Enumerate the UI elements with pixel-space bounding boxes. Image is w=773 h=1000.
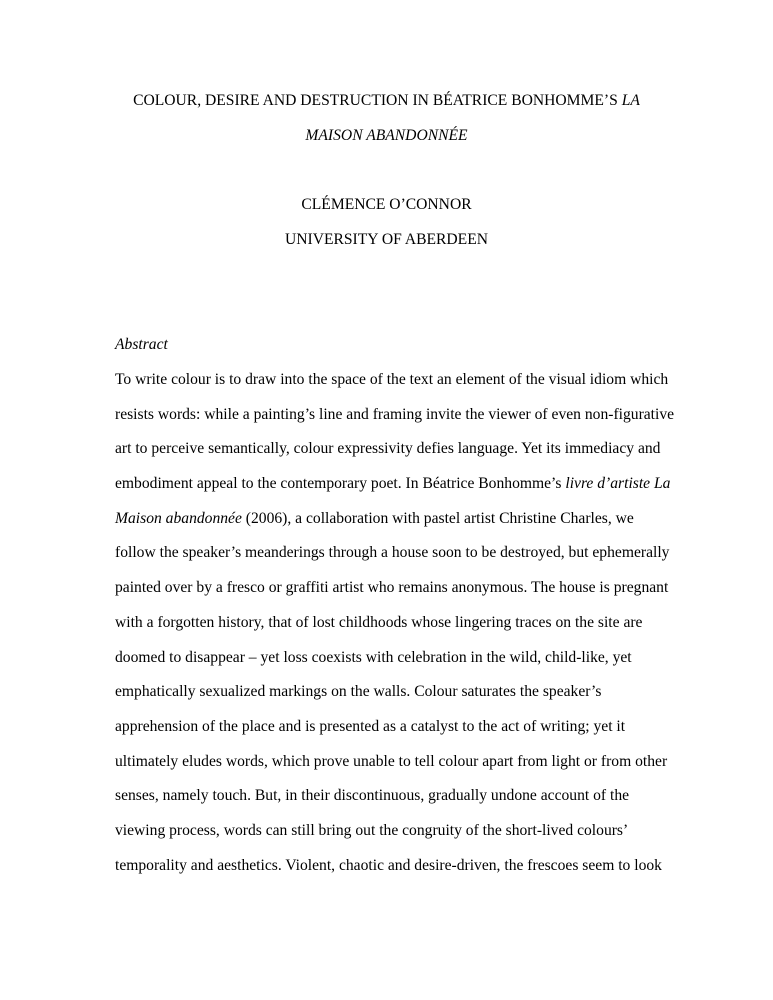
abstract-line: Maison abandonnée (2006), a collaboration with pastel artist Christine Charles, we <box>115 509 634 527</box>
abstract-line: viewing process, words can still bring out the congruity of the short-lived colours’ <box>115 821 629 839</box>
author-affiliation: UNIVERSITY OF ABERDEEN <box>284 231 488 248</box>
abstract-line: follow the speaker’s meanderings through a house soon to be destroyed, but ephemerally <box>115 544 670 562</box>
abstract-line: To write colour is to draw into the space of the text an element of the visual idiom which <box>115 371 669 388</box>
abstract-line: painted over by a fresco or graffiti artist who remains anonymous. The house is pregnant <box>115 579 669 597</box>
abstract-line: embodiment appeal to the contemporary poet. In Béatrice Bonhomme’s livre d’artiste La <box>115 475 671 493</box>
paper-title-line-1 <box>0 92 773 110</box>
author-name: CLÉMENCE O’CONNOR <box>301 196 472 213</box>
abstract-line: with a forgotten history, that of lost childhoods whose lingering traces on the site are <box>115 613 643 631</box>
abstract-line: doomed to disappear – yet loss coexists with celebration in the wild, child-like, yet <box>115 648 632 666</box>
paper-title-line-2 <box>0 127 773 145</box>
paper-title-text: COLOUR, DESIRE AND DESTRUCTION IN BÉATRICE BONHOMME’S <box>133 92 622 109</box>
abstract-line: art to perceive semantically, colour expressivity defies language. Yet its immediacy and <box>115 440 661 458</box>
paper-title-italic: LA <box>621 92 640 109</box>
paper-title-italic: MAISON ABANDONNÉE <box>305 127 468 144</box>
abstract-line: resists words: while a painting’s line and framing invite the viewer of even non-figurative <box>115 405 675 423</box>
abstract-heading: Abstract <box>115 336 168 353</box>
abstract-line: emphatically sexualized markings on the walls. Colour saturates the speaker’s <box>115 683 602 701</box>
abstract-line: apprehension of the place and is presented as a catalyst to the act of writing; yet it <box>115 717 626 735</box>
abstract-line: temporality and aesthetics. Violent, chaotic and desire-driven, the frescoes seem to look <box>115 856 662 874</box>
abstract-body <box>115 371 675 891</box>
abstract-line: ultimately eludes words, which prove unable to tell colour apart from light or from other <box>115 752 668 770</box>
abstract-line: senses, namely touch. But, in their discontinuous, gradually undone account of the <box>115 787 630 805</box>
